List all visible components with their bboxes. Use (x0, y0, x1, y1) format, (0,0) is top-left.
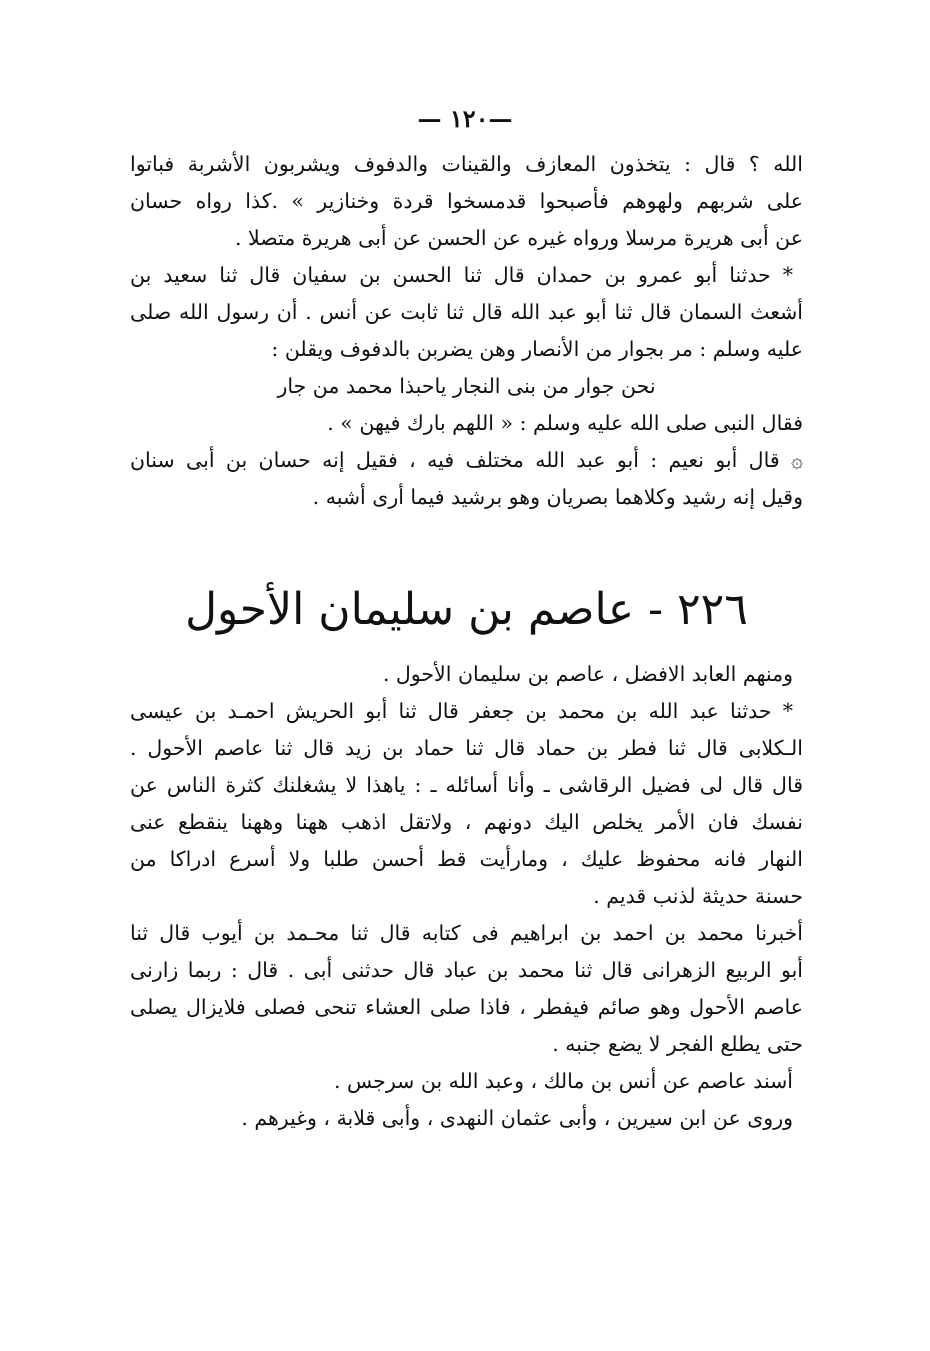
body-text-top (130, 146, 803, 516)
text-line: أبو الربيع الزهرانى قال ثنا محمد بن عباد قال حدثنى أبى . قال : ربما زارنى (130, 958, 803, 982)
text-line: فقال النبى صلى الله عليه وسلم : « اللهم بارك فيهن » . (327, 411, 803, 435)
text-line: الـكلابى قال ثنا فطر بن حماد قال ثنا حماد بن زيد قال ثنا عاصم الأحول . (130, 736, 803, 760)
text-line: النهار فانه محفوظ عليك ، ومارأيت قط أحسن طلبا ولا أسرع ادراكا من (130, 847, 803, 871)
poem-verse: نحن جوار من بنى النجار ياحبذا محمد من جار (277, 374, 656, 398)
text-line: وقيل إنه رشيد وكلاهما بصريان وهو برشيد فيما أرى أشبه . (312, 485, 803, 509)
text-line: * حدثنا عبد الله بن محمد بن جعفر قال ثنا أبو الحريش احمـد بن عيسى (130, 699, 793, 723)
text-line: ۞ قال أبو نعيم : أبو عبد الله مختلف فيه ، فقيل إنه حسان بن أبى سنان (130, 448, 803, 472)
text-line: أشعث السمان قال ثنا أبو عبد الله قال ثنا ثابت عن أنس . أن رسول الله صلى (130, 300, 803, 324)
text-line: أسند عاصم عن أنس بن مالك ، وعبد الله بن سرجس . (334, 1069, 793, 1093)
text-line: حتى يطلع الفجر لا يضع جنبه . (552, 1032, 803, 1056)
text-line: عليه وسلم : مر بجوار من الأنصار وهن يضربن بالدفوف ويقلن : (271, 337, 803, 361)
text-line: الله ؟ قال : يتخذون المعازف والقينات والدفوف ويشربون الأشربة فباتوا (130, 152, 803, 176)
text-line: أخبرنا محمد بن احمد بن ابراهيم فى كتابه قال ثنا محـمد بن أيوب قال ثنا (130, 921, 803, 945)
section-heading: ٢٢٦ - عاصم بن سليمان الأحول (185, 584, 748, 635)
text-line: وروى عن ابن سيرين ، وأبى عثمان النهدى ، وأبى قلابة ، وغيرهم . (241, 1106, 793, 1130)
text-line: قال قال لى فضيل الرقاشى ـ وأنا أسائله ـ : ياهذا لا يشغلنك كثرة الناس عن (130, 773, 803, 797)
text-line: عاصم الأحول وهو صائم فيفطر ، فاذا صلى العشاء تنحى فصلى فلايزال يصلى (130, 995, 803, 1019)
text-line: * حدثنا أبو عمرو بن حمدان قال ثنا الحسن بن سفيان قال ثنا سعيد بن (130, 263, 793, 287)
text-line: على شربهم ولهوهم فأصبحوا قدمسخوا قردة وخنازير » .كذا رواه حسان (130, 189, 803, 213)
text-line: عن أبى هريرة مرسلا ورواه غيره عن الحسن عن أبى هريرة متصلا . (235, 226, 803, 250)
body-text-bottom (130, 656, 803, 1137)
page-number: —١٢٠ — (417, 104, 513, 133)
text-line: نفسك فان الأمر يخلص اليك دونهم ، ولاتقل اذهب ههنا وههنا ينقطع عنى (130, 810, 803, 834)
text-line: ومنهم العابد الافضل ، عاصم بن سليمان الأحول . (382, 662, 793, 686)
text-line: حسنة حديثة لذنب قديم . (593, 884, 803, 908)
